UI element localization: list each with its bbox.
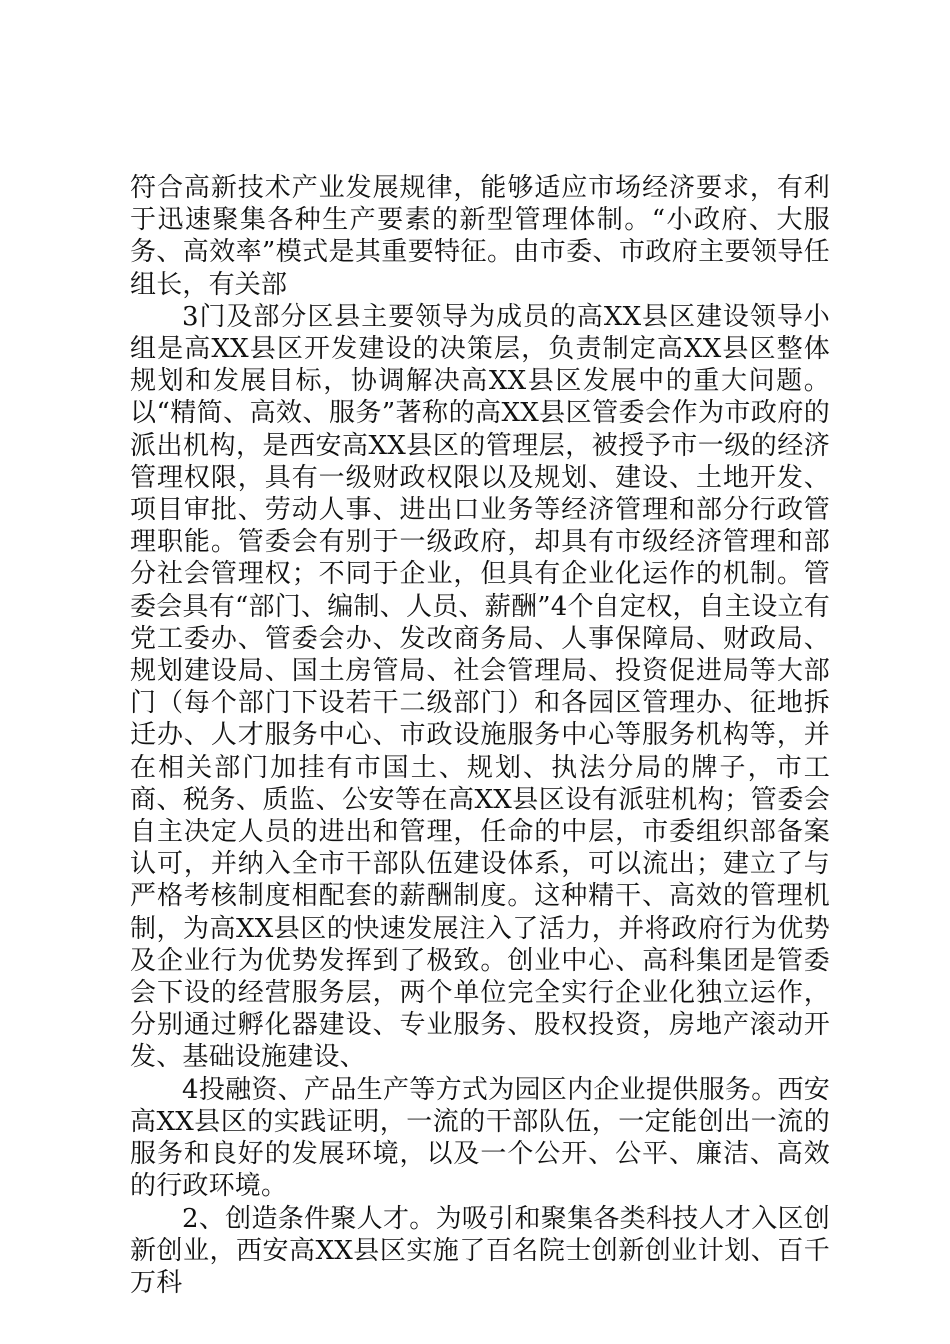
paragraph-2: 3门及部分区县主要领导为成员的高XX县区建设领导小组是高XX县区开发建设的决策层，负责制定高XX县区整体规划和发展目标，协调解决高XX县区发展中的重大问题。以“精简、高效、服务”著称的高XX县区管委会作为市政府的派出机构，是西安高XX县区的管理层，被授予市一级的经济管理权限，具有一级财政权限以及规划、建设、土地开发、项目审批、劳动人事、进出口业务等经济管理和部分行政管理职能。管委会有别于一级政府，却具有市级经济管理和部分社会管理权；不同于企业，但具有企业化运作的机制。管委会具有“部门、编制、人员、薪酬”4个自定权，自主设立有党工委办、管委会办、发改商务局、人事保障局、财政局、规划建设局、国土房管局、社会管理局、投资促进局等大部门（每个部门下设若干二级部门）和各园区管理办、征地拆迁办、人才服务中心、市政设施服务中心等服务机构等，并在相关部门加挂有市国土、规划、执法分局的牌子，市工商、税务、质监、公安等在高XX县区设有派驻机构；管委会自主决定人员的进出和管理，任命的中层，市委组织部备案认可，并纳入全市干部队伍建设体系，可以流出；建立了与严格考核制度相配套的薪酬制度。这种精干、高效的管理机制，为高XX县区的快速发展注入了活力，并将政府行为优势及企业行为优势发挥到了极致。创业中心、高科集团是管委会下设的经营服务层，两个单位完全实行企业化独立运作，分别通过孵化器建设、专业服务、股权投资，房地产滚动开发、基础设施建设、 (130, 301, 830, 1073)
document-body (130, 172, 830, 1299)
paragraph-1: 符合高新技术产业发展规律，能够适应市场经济要求，有利于迅速聚集各种生产要素的新型管理体制。“小政府、大服务、高效率”模式是其重要特征。由市委、市政府主要领导任组长，有关部 (130, 173, 830, 300)
paragraph-4: 2、创造条件聚人才。为吸引和聚集各类科技人才入区创新创业，西安高XX县区实施了百名院士创新创业计划、百千万科 (130, 1203, 830, 1298)
paragraph-3: 4投融资、产品生产等方式为园区内企业提供服务。西安高XX县区的实践证明，一流的干部队伍，一定能创出一流的服务和良好的发展环境，以及一个公开、公平、廉洁、高效的行政环境。 (130, 1074, 830, 1202)
